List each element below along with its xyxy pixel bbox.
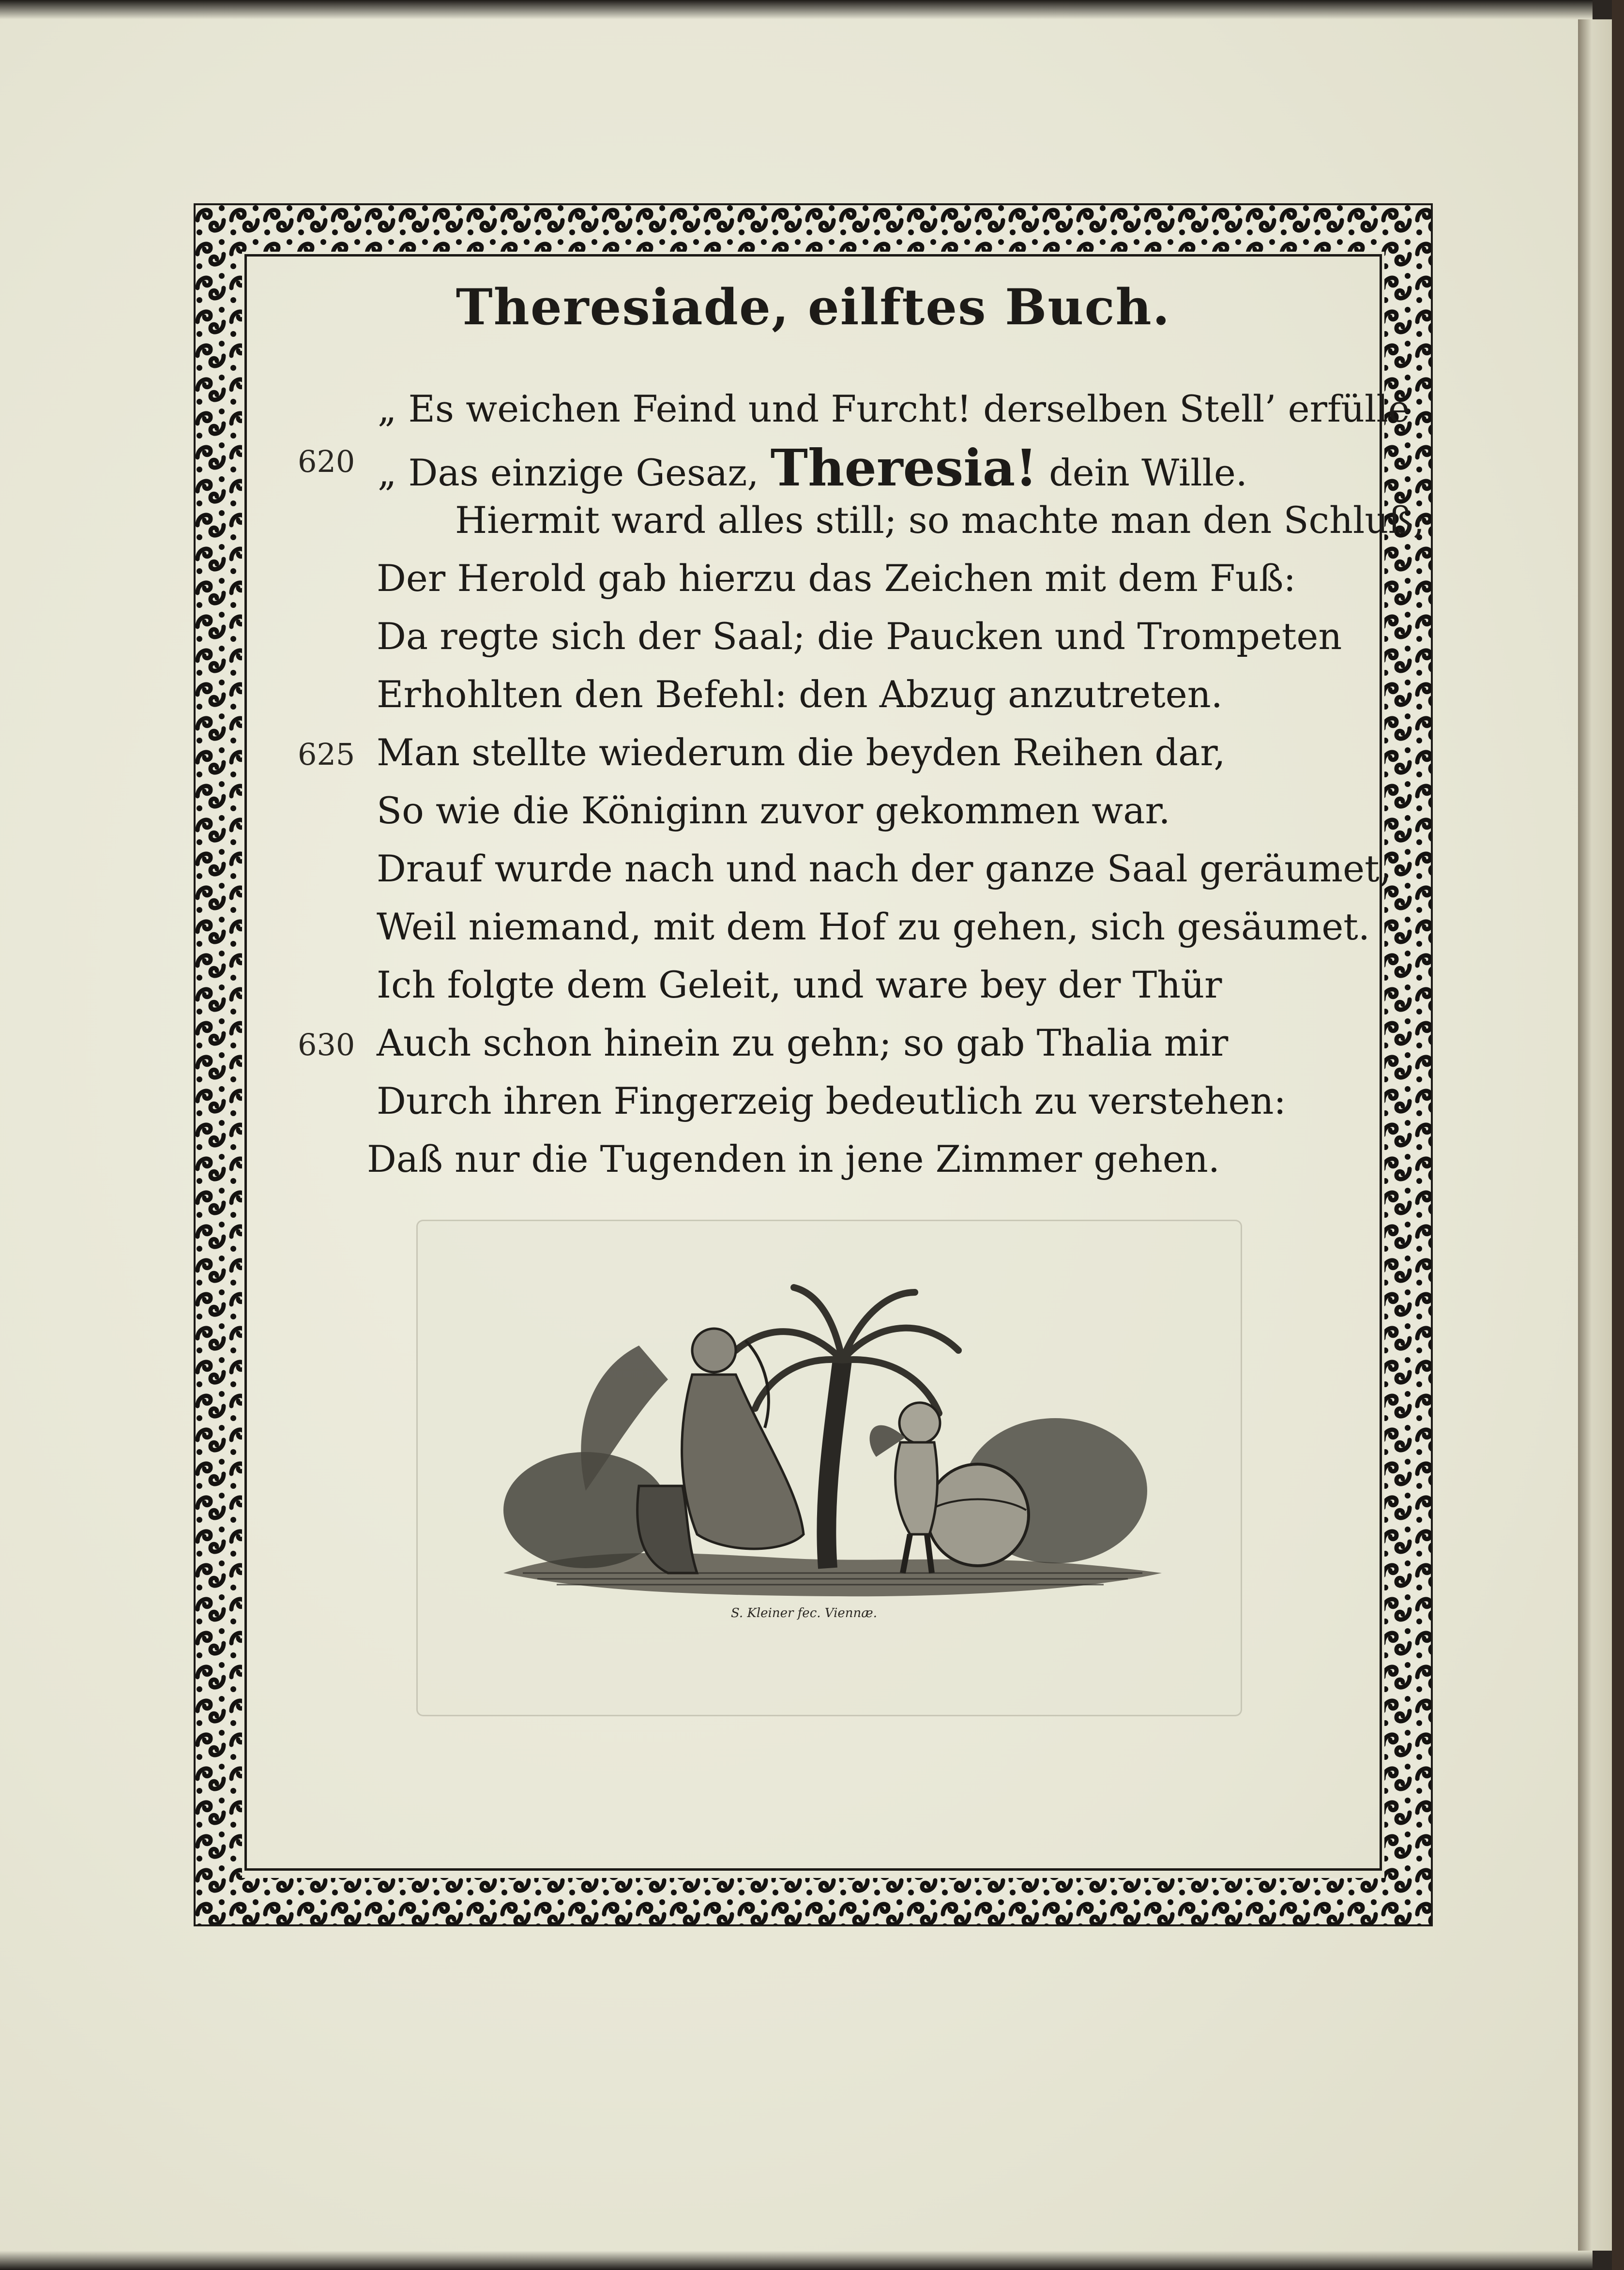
line-number: 620	[298, 444, 355, 479]
adjacent-page-edge	[1578, 19, 1612, 2251]
verse-text: Auch schon hinein zu gehn; so gab Thalia mir	[377, 1021, 1229, 1064]
putto-figure	[870, 1403, 941, 1573]
verse-text-before: „ Das einzige Gesaz,	[378, 451, 759, 494]
globe	[927, 1464, 1029, 1566]
verse-line	[0, 1079, 1593, 1137]
verse-line	[0, 731, 1593, 789]
page-shadow-top	[0, 0, 1593, 19]
verse-line	[0, 438, 1593, 496]
verse-text: So wie die Königinn zuvor gekommen war.	[377, 789, 1170, 832]
verse-line	[0, 789, 1593, 847]
verse-line	[0, 1021, 1593, 1079]
engraver-signature: S. Kleiner fec. Viennæ.	[731, 1606, 877, 1620]
verse-text: Hiermit ward alles still; so machte man den Schluß;	[455, 499, 1426, 542]
verse-text: Drauf wurde nach und nach der ganze Saal geräumet,	[377, 847, 1391, 890]
verse-line	[0, 847, 1593, 905]
verse-text: Weil niemand, mit dem Hof zu gehen, sich gesäumet.	[377, 905, 1370, 948]
verse-text: Ich folgte dem Geleit, und ware bey der Thür	[377, 963, 1222, 1006]
verse-text: Der Herold gab hierzu das Zeichen mit dem Fuß:	[377, 557, 1296, 600]
verse-line	[0, 615, 1593, 673]
line-number: 630	[298, 1027, 355, 1062]
verse-text: Da regte sich der Saal; die Paucken und Trompeten	[377, 615, 1342, 658]
verse-line	[0, 557, 1593, 615]
verse-line	[0, 905, 1593, 963]
verse-text: Man stellte wiederum die beyden Reihen dar,	[377, 731, 1226, 774]
verse-line	[0, 963, 1593, 1021]
verse-emphasis: Theresia!	[770, 438, 1037, 498]
verse-line	[0, 673, 1593, 731]
verse-text: Daß nur die Tugenden in jene Zimmer gehen.	[367, 1137, 1220, 1180]
engraved-vignette	[494, 1283, 1171, 1621]
verse-text-after: dein Wille.	[1049, 451, 1247, 494]
verse-line	[0, 387, 1593, 445]
verse-text	[378, 438, 1247, 498]
book-spine	[1612, 0, 1624, 2270]
verse-line	[0, 499, 1593, 557]
page-shadow-bottom	[0, 2251, 1593, 2270]
verse-text: „ Es weichen Feind und Furcht! derselben Stell’ erfülle	[378, 387, 1410, 430]
line-number: 625	[298, 737, 355, 772]
verse-line	[0, 1137, 1593, 1196]
page-header-title: Theresiade, eilftes Buch.	[455, 278, 1171, 336]
verse-text: Durch ihren Fingerzeig bedeutlich zu verstehen:	[377, 1079, 1287, 1122]
verse-text: Erhohlten den Befehl: den Abzug anzutreten.	[377, 673, 1223, 716]
